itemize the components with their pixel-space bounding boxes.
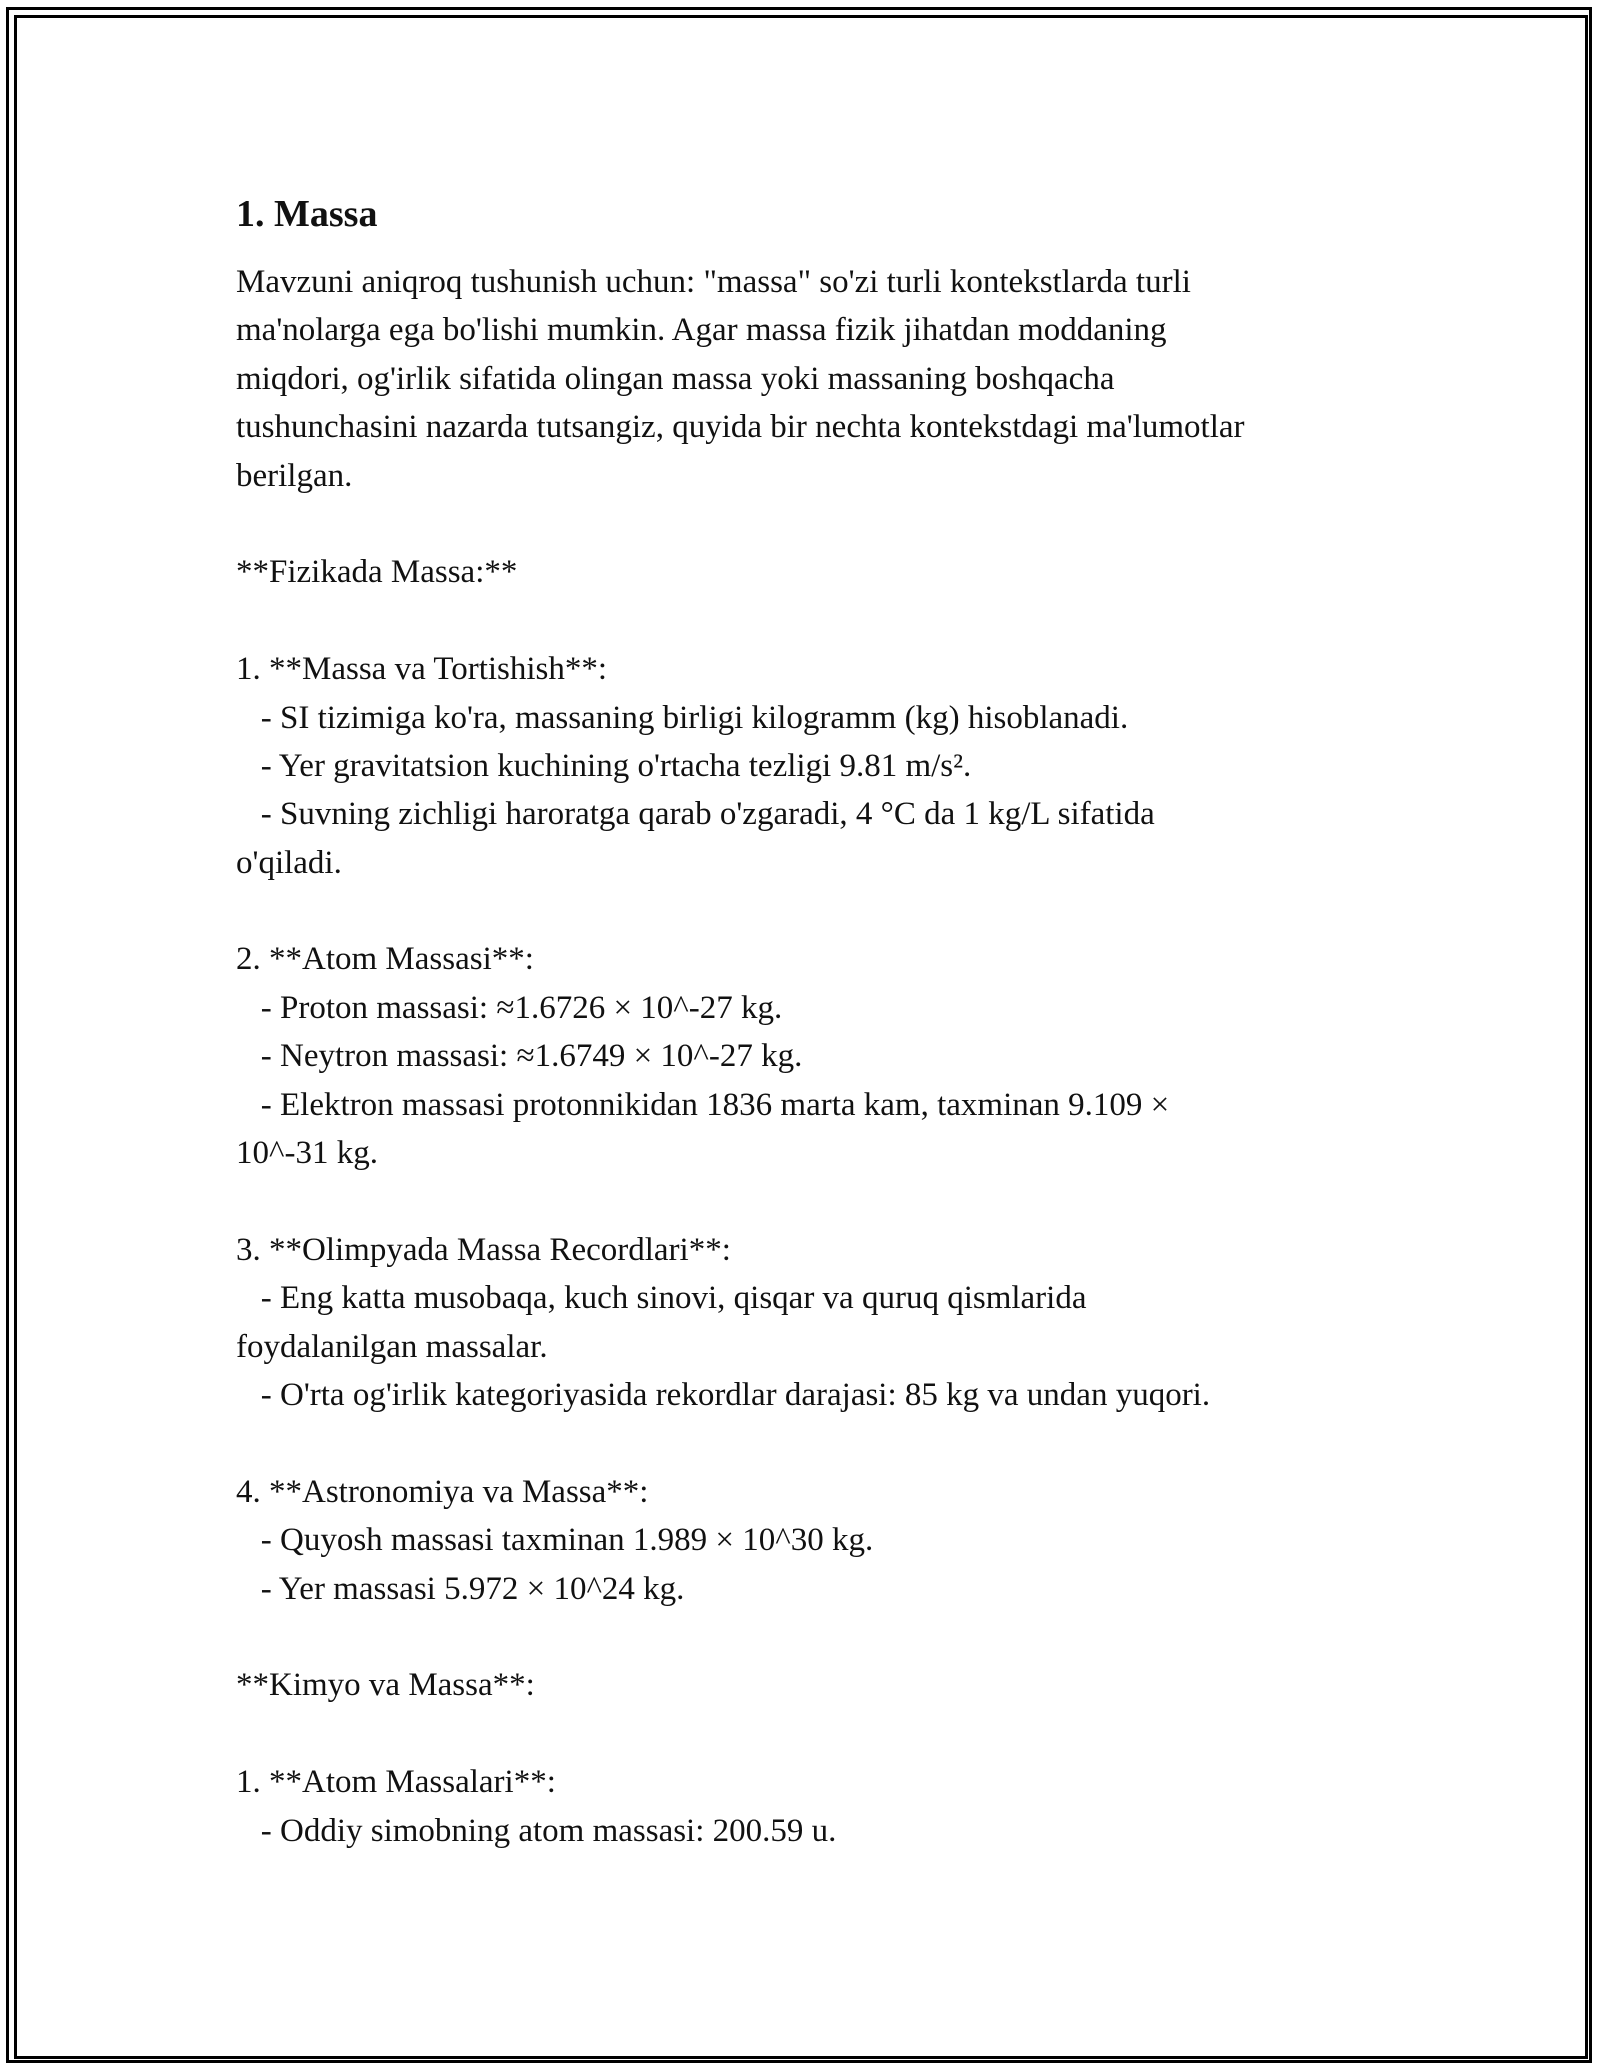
text-line: 1. **Atom Massalari**: <box>236 1764 556 1801</box>
text-line: - Quyosh massasi taxminan 1.989 × 10^30 kg. <box>236 1522 874 1559</box>
text-line: **Kimyo va Massa**: <box>236 1667 535 1704</box>
text-line: miqdori, og'irlik sifatida olingan massa yoki massaning boshqacha <box>236 360 1115 397</box>
document-text <box>236 258 1366 1855</box>
text-line: o'qiladi. <box>236 844 342 881</box>
text-line: 1. **Massa va Tortishish**: <box>236 651 608 688</box>
text-line: 2. **Atom Massasi**: <box>236 941 534 978</box>
text-line: **Fizikada Massa:** <box>236 554 518 591</box>
text-line: - Yer gravitatsion kuchining o'rtacha tezligi 9.81 m/s². <box>236 747 972 784</box>
text-line: 3. **Olimpyada Massa Recordlari**: <box>236 1231 731 1268</box>
text-line: - Proton massasi: ≈1.6726 × 10^-27 kg. <box>236 989 783 1026</box>
text-line: 10^-31 kg. <box>236 1135 378 1172</box>
text-line: ma'nolarga ega bo'lishi mumkin. Agar massa fizik jihatdan moddaning <box>236 312 1167 349</box>
blank-line <box>236 887 1366 935</box>
text-line: - SI tizimiga ko'ra, massaning birligi kilogramm (kg) hisoblanadi. <box>236 699 1129 736</box>
document-body <box>236 188 1366 1855</box>
blank-line <box>236 1613 1366 1661</box>
blank-line <box>236 500 1366 548</box>
text-line: - Elektron massasi protonnikidan 1836 marta kam, taxminan 9.109 × <box>236 1086 1170 1123</box>
blank-line <box>236 1177 1366 1225</box>
blank-line <box>236 1419 1366 1467</box>
text-line: Mavzuni aniqroq tushunish uchun: "massa" so'zi turli kontekstlarda turli <box>236 264 1191 300</box>
blank-line <box>236 1710 1366 1758</box>
text-line: - Yer massasi 5.972 × 10^24 kg. <box>236 1570 685 1607</box>
text-line: - Neytron massasi: ≈1.6749 × 10^-27 kg. <box>236 1038 803 1075</box>
text-line: tushunchasini nazarda tutsangiz, quyida bir nechta kontekstdagi ma'lumotlar <box>236 409 1245 446</box>
text-line: - O'rta og'irlik kategoriyasida rekordlar darajasi: 85 kg va undan yuqori. <box>236 1376 1211 1413</box>
text-line: foydalanilgan massalar. <box>236 1328 548 1365</box>
blank-line <box>236 597 1366 645</box>
text-line: berilgan. <box>236 457 353 494</box>
text-line: - Suvning zichligi haroratga qarab o'zgaradi, 4 °C da 1 kg/L sifatida <box>236 796 1155 833</box>
text-line: 4. **Astronomiya va Massa**: <box>236 1473 649 1510</box>
document-heading: 1. Massa <box>236 193 378 235</box>
text-line: - Oddiy simobning atom massasi: 200.59 u. <box>236 1812 837 1849</box>
text-line: - Eng katta musobaqa, kuch sinovi, qisqar va quruq qismlarida <box>236 1280 1087 1317</box>
